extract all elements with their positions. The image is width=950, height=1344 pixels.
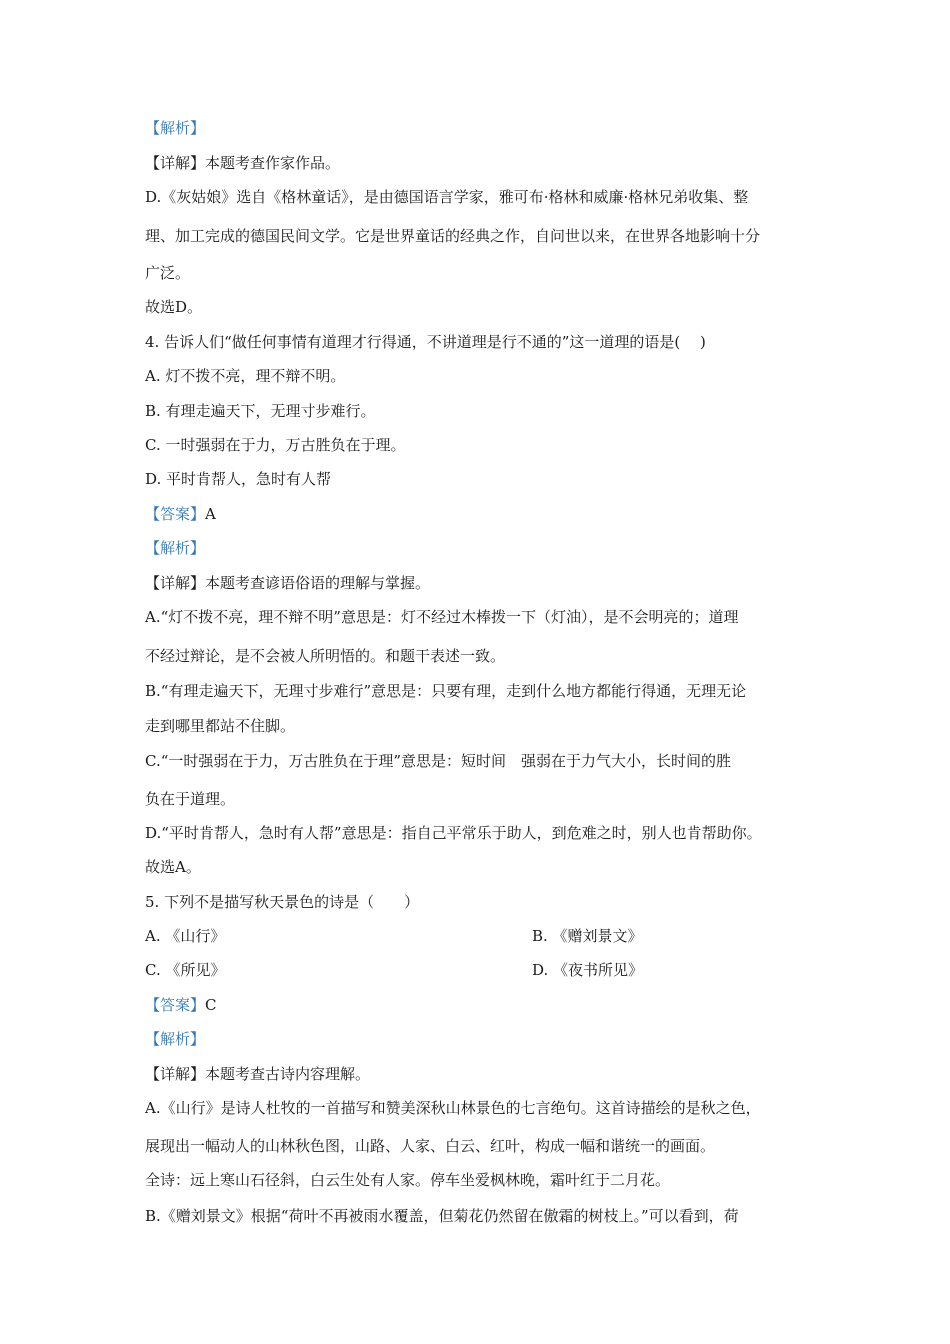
- detail-line: 【详解】本题考查古诗内容理解。: [145, 1065, 371, 1083]
- option-a: A. 灯不拨不亮，理不辩不明。: [145, 367, 346, 385]
- explanation-line: 不经过辩论，是不会被人所明悟的。和题干表述一致。: [145, 647, 506, 665]
- question-stem: 4. 告诉人们“做任何事情有道理才行得通，不讲道理是行不通的”这一道理的语是( ): [145, 333, 706, 351]
- explanation-line: 广泛。: [145, 264, 191, 282]
- explanation-line: A.《山行》是诗人杜牧的一首描写和赞美深秋山林景色的七言绝句。这首诗描绘的是秋之色，: [145, 1099, 761, 1117]
- option-d: D. 《夜书所见》: [532, 961, 644, 979]
- explanation-line: 展现出一幅动人的山林秋色图，山路、人家、白云、红叶，构成一幅和谐统一的画面。: [145, 1137, 716, 1155]
- option-c: C. 《所见》: [145, 961, 226, 979]
- answer-label: 【答案】: [145, 996, 206, 1014]
- explanation-line: 负在于道理。: [145, 790, 236, 808]
- detail-line: 【详解】本题考查谚语俗语的理解与掌握。: [145, 574, 431, 592]
- analysis-label: 【解析】: [145, 539, 206, 557]
- analysis-label: 【解析】: [145, 1030, 206, 1048]
- question-stem: 5. 下列不是描写秋天景色的诗是（ ）: [145, 893, 420, 911]
- explanation-line: 理、加工完成的德国民间文学。它是世界童话的经典之作，自问世以来，在世界各地影响十分: [145, 227, 761, 245]
- explanation-line: B.《赠刘景文》根据“荷叶不再被雨水覆盖，但菊花仍然留在傲霜的树枝上。”可以看到，荷: [145, 1207, 739, 1225]
- explanation-line: A.“灯不拨不亮，理不辩不明”意思是：灯不经过木棒拨一下（灯油），是不会明亮的；道理: [145, 608, 739, 626]
- detail-line: 【详解】本题考查作家作品。: [145, 154, 341, 172]
- answer-label: 【答案】: [145, 505, 206, 523]
- explanation-line: B.“有理走遍天下，无理寸步难行”意思是：只要有理，走到什么地方都能行得通，无理无论: [145, 682, 747, 700]
- conclusion-line: 故选D。: [145, 298, 203, 316]
- option-a: A. 《山行》: [145, 927, 226, 945]
- explanation-line: 全诗：远上寒山石径斜，白云生处有人家。停车坐爱枫林晚，霜叶红于二月花。: [145, 1171, 671, 1189]
- answer-line: [145, 504, 216, 524]
- answer-line: [145, 995, 217, 1015]
- option-c: C. 一时强弱在于力，万古胜负在于理。: [145, 436, 406, 454]
- explanation-line: 走到哪里都站不住脚。: [145, 717, 296, 735]
- option-b: B. 《赠刘景文》: [532, 927, 643, 945]
- analysis-label: 【解析】: [145, 119, 206, 137]
- explanation-line: D.《灰姑娘》选自《格林童话》，是由德国语言学家，雅可布·格林和威廉·格林兄弟收集、整: [145, 188, 749, 206]
- answer-value: A: [205, 505, 216, 523]
- answer-value: C: [205, 996, 217, 1014]
- conclusion-line: 故选A。: [145, 858, 201, 876]
- explanation-line: C.“一时强弱在于力，万古胜负在于理”意思是：短时间 强弱在于力气大小，长时间的胜: [145, 752, 732, 770]
- option-b: B. 有理走遍天下，无理寸步难行。: [145, 402, 376, 420]
- option-d: D. 平时肯帮人，急时有人帮: [145, 470, 332, 488]
- explanation-line: D.“平时肯帮人，急时有人帮”意思是：指自己平常乐于助人，到危难之时，别人也肯帮助你。: [145, 824, 762, 842]
